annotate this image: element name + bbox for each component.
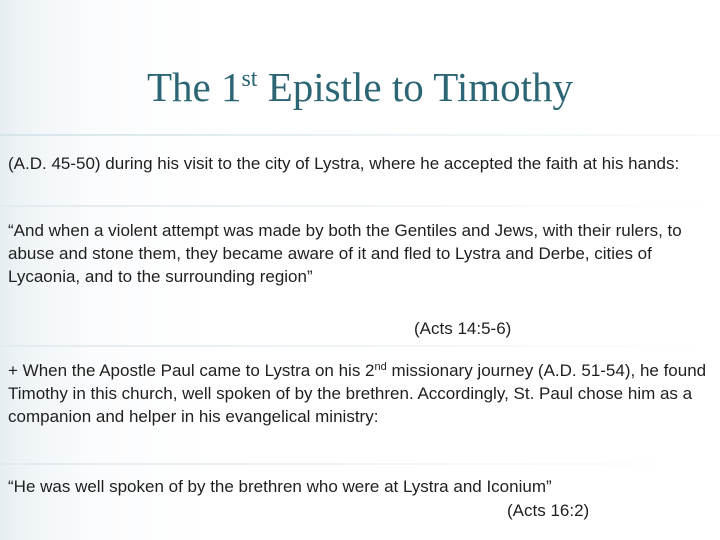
timothy-text-before: + When the Apostle Paul came to Lystra on his 2 xyxy=(8,361,375,380)
quote-acts-14: “And when a violent attempt was made by both the Gentiles and Jews, with their rulers, to abuse and stone them, they became aware of it and fled to Lystra and Derbe, cities of Lycaonia, and to the surrounding region” xyxy=(8,221,682,286)
citation-acts-16: (Acts 16:2) xyxy=(507,501,590,520)
divider-bottom xyxy=(0,463,720,465)
citation-acts-14: (Acts 14:5-6) xyxy=(414,319,512,338)
title-superscript: st xyxy=(241,66,258,92)
title-prefix: The 1 xyxy=(146,64,242,110)
slide-title xyxy=(0,62,720,112)
title-suffix: Epistle to Timothy xyxy=(257,64,574,110)
timothy-text-after: missionary journey (A.D. 51-54), he found Timothy in this church, well spoken of by the brethren. Accordingly, St. Paul chose him as a companion and helper in his evangelical ministry: xyxy=(8,361,707,426)
divider-middle xyxy=(0,205,720,207)
ordinal-superscript: nd xyxy=(374,361,387,373)
quote-acts-16: “He was well spoken of by the brethren who were at Lystra and Iconium” xyxy=(8,477,552,496)
divider-lower xyxy=(0,345,720,347)
timothy-paragraph xyxy=(8,359,714,428)
divider-top xyxy=(0,134,720,136)
intro-paragraph: (A.D. 45-50) during his visit to the city of Lystra, where he accepted the faith at his hands: xyxy=(8,154,680,173)
